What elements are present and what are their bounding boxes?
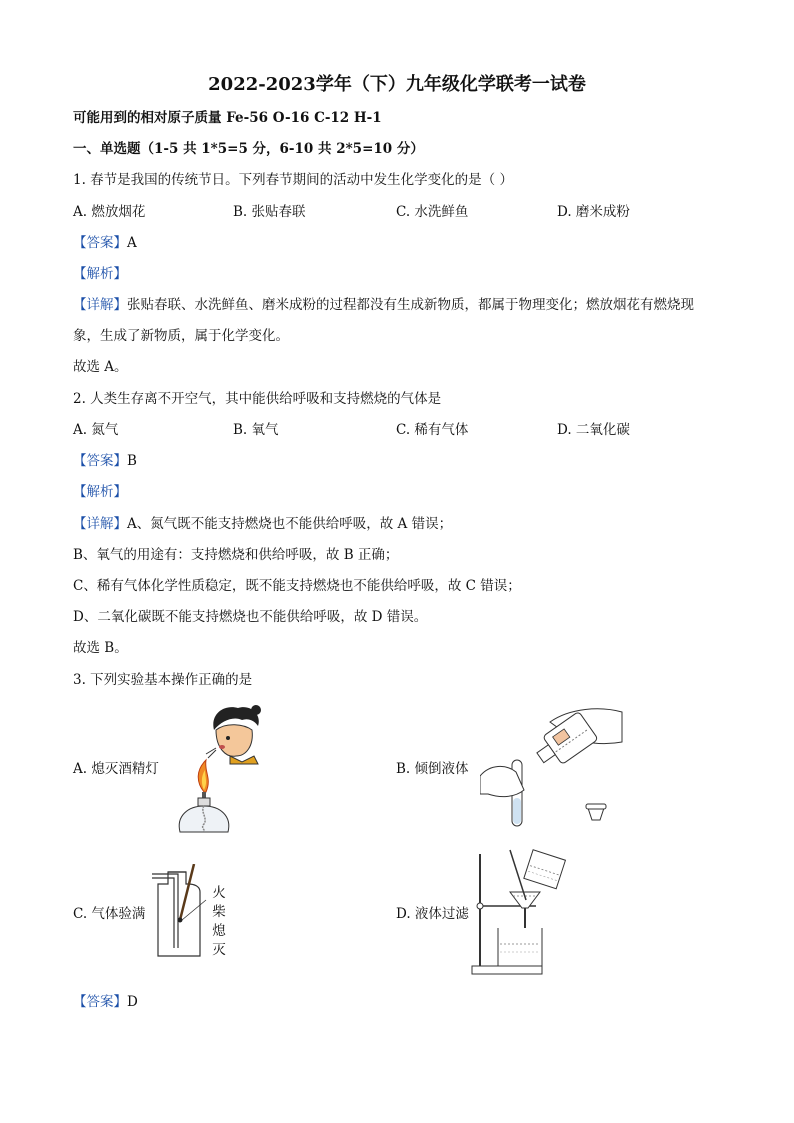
q1-choose: 故选 A。 — [73, 359, 128, 375]
q1-option-b: B. 张贴春联 — [233, 204, 306, 220]
q1-detail-text: 张贴春联、水洗鲜鱼、磨米成粉的过程都没有生成新物质，都属于物理变化；燃放烟花有燃烧现 — [127, 297, 694, 313]
q2-analysis-tag: 【解析】 — [73, 484, 127, 500]
gas-check-illustration — [150, 864, 210, 962]
q2-detail-line4: D、二氧化碳既不能支持燃烧也不能供给呼吸，故 D 错误。 — [73, 609, 428, 625]
q3-option-a: A. 熄灭酒精灯 — [73, 761, 159, 777]
q2-answer-value: B — [127, 453, 137, 469]
answer-tag: 【答案】 — [73, 994, 127, 1010]
q2-option-b: B. 氧气 — [233, 422, 279, 438]
q2-option-c: C. 稀有气体 — [396, 422, 469, 438]
detail-tag: 【详解】 — [73, 516, 127, 532]
q1-answer — [73, 233, 137, 253]
q2-detail-line1 — [73, 514, 452, 534]
match-label-char-2: 柴 — [212, 904, 226, 920]
q2-detail-text: A、氮气既不能支持燃烧也不能供给呼吸，故 A 错误； — [127, 516, 453, 532]
q2-stem: 2. 人类生存离不开空气，其中能供给呼吸和支持燃烧的气体是 — [73, 391, 442, 407]
atomic-mass-note: 可能用到的相对原子质量 Fe-56 O-16 C-12 H-1 — [73, 110, 382, 126]
q3-option-b: B. 倾倒液体 — [396, 761, 469, 777]
q3-option-d: D. 液体过滤 — [396, 906, 469, 922]
q2-detail-line2: B、氧气的用途有：支持燃烧和供给呼吸，故 B 正确； — [73, 547, 399, 563]
section-heading: 一、单选题（1-5 共 1*5=5 分，6-10 共 2*5=10 分） — [73, 141, 424, 157]
q2-detail-line3: C、稀有气体化学性质稳定，既不能支持燃烧也不能供给呼吸，故 C 错误； — [73, 578, 521, 594]
detail-tag: 【详解】 — [73, 297, 127, 313]
q1-option-c: C. 水洗鲜鱼 — [396, 204, 469, 220]
q2-choose: 故选 B。 — [73, 640, 128, 656]
q3-stem: 3. 下列实验基本操作正确的是 — [73, 672, 253, 688]
q1-analysis-tag: 【解析】 — [73, 266, 127, 282]
q3-answer-value: D — [127, 994, 138, 1010]
q1-detail-line2: 象，生成了新物质，属于化学变化。 — [73, 328, 289, 344]
q2-option-d: D. 二氧化碳 — [557, 422, 630, 438]
q1-answer-value: A — [127, 235, 137, 251]
pouring-liquid-illustration — [480, 702, 630, 832]
q2-option-a: A. 氮气 — [73, 422, 119, 438]
q1-option-d: D. 磨米成粉 — [557, 204, 630, 220]
q1-stem: 1. 春节是我国的传统节日。下列春节期间的活动中发生化学变化的是（ ） — [73, 172, 513, 188]
match-label-char-4: 灭 — [212, 942, 226, 958]
filtration-illustration — [470, 848, 570, 976]
q1-option-a: A. 燃放烟花 — [73, 204, 146, 220]
answer-tag: 【答案】 — [73, 453, 127, 469]
q3-option-c: C. 气体验满 — [73, 906, 146, 922]
q1-detail-line1 — [73, 295, 694, 315]
match-label-char-3: 熄 — [212, 923, 226, 939]
q2-answer — [73, 451, 137, 471]
answer-tag: 【答案】 — [73, 235, 127, 251]
q3-answer — [73, 992, 138, 1012]
match-label-char-1: 火 — [212, 885, 226, 901]
page-title: 2022-2023学年（下）九年级化学联考一试卷 — [208, 74, 586, 95]
blowing-out-lamp-illustration — [170, 700, 266, 838]
